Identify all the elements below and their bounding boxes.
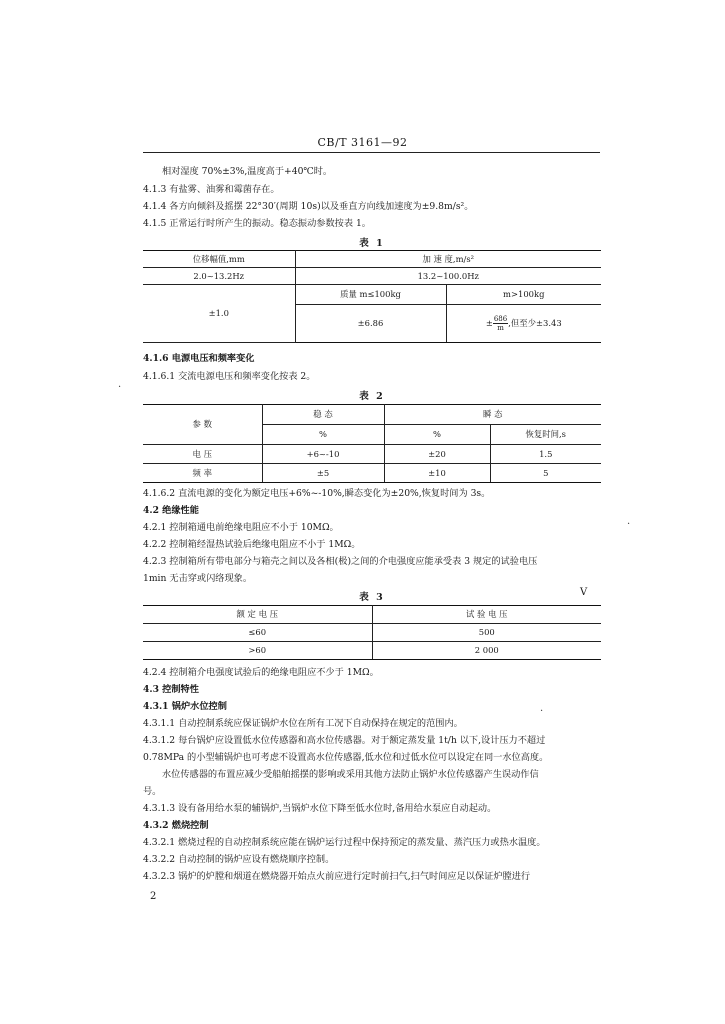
clause-4-1-5: 4.1.5 正常运行时所产生的振动。稳态振动参数按表 1。 <box>143 218 371 229</box>
clause-4-1-6-2: 4.1.6.2 直流电源的变化为额定电压+6%~-10%,瞬态变化为±20%,恢复时间为 3s。 <box>143 488 491 499</box>
clause-4-2-4: 4.2.4 控制箱介电强度试验后的绝缘电阻应不少于 1MΩ。 <box>143 667 379 678</box>
clause-4-2-1: 4.2.1 控制箱通电前绝缘电阻应不小于 10MΩ。 <box>143 522 339 533</box>
clause-4-3-1-2: 4.3.1.2 每台锅炉应设置低水位传感器和高水位传感器。对于额定蒸发量 1t/h 以下,设计压力不超过 <box>143 735 546 746</box>
table2-cell: 5 <box>490 464 601 483</box>
table2-header-parameter: 参 数 <box>143 405 262 445</box>
clause-4-2-3: 4.2.3 控制箱所有带电部分与箱壳之间以及各相(极)之间的介电强度应能承受表 3 规定的试验电压 <box>143 556 538 567</box>
clause-4-3-2: 4.3.2 燃烧控制 <box>143 820 209 831</box>
table2-cell: ±20 <box>384 445 490 464</box>
table3-unit: V <box>580 587 588 598</box>
table2-cell: ±5 <box>262 464 384 483</box>
clause-4-1-3: 4.1.3 有盐雾、油雾和霉菌存在。 <box>143 184 280 195</box>
table1-cell-formula <box>446 305 601 343</box>
formula-denominator: m <box>497 324 504 332</box>
clause-4-3-1-3: 4.3.1.3 设有备用给水泵的辅锅炉,当锅炉水位下降至低水位时,备用给水泵应自动起动。 <box>143 803 497 814</box>
table3-caption: 表 3 <box>359 592 385 603</box>
clause-4-3-2-3: 4.3.2.3 锅炉的炉膛和烟道在燃烧器开始点火前应进行定时前扫气,扫气时间应足以保证炉膛进行 <box>143 871 531 882</box>
clause-4-1-6: 4.1.6 电源电压和频率变化 <box>143 353 255 364</box>
table3-cell: 500 <box>372 624 601 642</box>
table2-cell: ±10 <box>384 464 490 483</box>
text-line: 相对湿度 70%±3%,温度高于+40℃时。 <box>162 166 333 177</box>
table2-header-steady-unit: % <box>262 425 384 445</box>
text-line: 号。 <box>143 786 162 797</box>
table3-cell: >60 <box>143 642 372 660</box>
clause-4-3-2-1: 4.3.2.1 燃烧过程的自动控制系统应能在锅炉运行过程中保持预定的蒸发量、蒸汽压力或热水温度。 <box>143 837 546 848</box>
table1-header-acceleration: 加 速 度,m/s² <box>295 251 601 268</box>
table3-header-rated: 额 定 电 压 <box>143 606 372 624</box>
clause-4-3: 4.3 控制特性 <box>143 684 199 695</box>
page-number: 2 <box>150 891 157 902</box>
table1-cell: 质量 m≤100kg <box>295 285 446 305</box>
clause-4-1-6-1: 4.1.6.1 交流电源电压和频率变化按表 2。 <box>143 371 316 382</box>
table3-cell: ≤60 <box>143 624 372 642</box>
scan-speck: · <box>627 519 631 530</box>
table-1 <box>143 250 601 343</box>
table1-cell: ±6.86 <box>295 305 446 343</box>
clause-4-3-1-2-cont: 0.78MPa 的小型辅锅炉也可考虑不设置高水位传感器,低水位和过低水位可以设定在同一水位高度。 <box>143 752 549 763</box>
clause-4-1-4: 4.1.4 各方向倾斜及摇摆 22°30′(周期 10s)以及垂直方向线加速度为±9.8m/s²。 <box>143 201 474 212</box>
scan-speck: · <box>540 706 544 717</box>
clause-4-3-2-2: 4.3.2.2 自动控制的锅炉应设有燃烧顺序控制。 <box>143 854 335 865</box>
table2-header-transient: 瞬 态 <box>384 405 601 425</box>
table2-header-transient-unit: % <box>384 425 490 445</box>
table1-caption: 表 1 <box>359 238 385 249</box>
text-line: 水位传感器的布置应减少受船舶摇摆的影响或采用其他方法防止锅炉水位传感器产生误动作信 <box>162 769 539 780</box>
table1-cell: m>100kg <box>446 285 601 305</box>
table-3 <box>143 605 601 660</box>
table2-header-recovery: 恢复时间,s <box>490 425 601 445</box>
table2-cell: 频 率 <box>143 464 262 483</box>
formula-tail: ,但至少±3.43 <box>508 318 562 328</box>
table1-cell: ±1.0 <box>143 285 295 343</box>
table3-cell: 2 000 <box>372 642 601 660</box>
formula-fraction <box>493 315 508 332</box>
table1-cell: 2.0~13.2Hz <box>143 268 295 285</box>
clause-4-2-2: 4.2.2 控制箱经湿热试验后绝缘电阻应不小于 1MΩ。 <box>143 539 361 550</box>
scan-speck: · <box>118 382 122 393</box>
header-rule <box>143 152 600 153</box>
table2-cell: 电 压 <box>143 445 262 464</box>
table2-caption: 表 2 <box>359 391 385 402</box>
formula-numerator: 686 <box>493 315 508 323</box>
clause-4-2-3-cont: 1min 无击穿或闪络现象。 <box>143 573 253 584</box>
table3-header-test: 试 验 电 压 <box>372 606 601 624</box>
formula-pm: ± <box>485 318 493 328</box>
table2-cell: +6~-10 <box>262 445 384 464</box>
standard-code: CB/T 3161—92 <box>317 136 408 149</box>
clause-4-3-1-1: 4.3.1.1 自动控制系统应保证锅炉水位在所有工况下自动保持在规定的范围内。 <box>143 718 463 729</box>
table2-cell: 1.5 <box>490 445 601 464</box>
clause-4-3-1: 4.3.1 锅炉水位控制 <box>143 701 227 712</box>
clause-4-2: 4.2 绝缘性能 <box>143 505 199 516</box>
table1-header-displacement: 位移幅值,mm <box>143 251 295 268</box>
table2-header-steady: 稳 态 <box>262 405 384 425</box>
table1-cell: 13.2~100.0Hz <box>295 268 601 285</box>
table-2 <box>143 404 601 483</box>
